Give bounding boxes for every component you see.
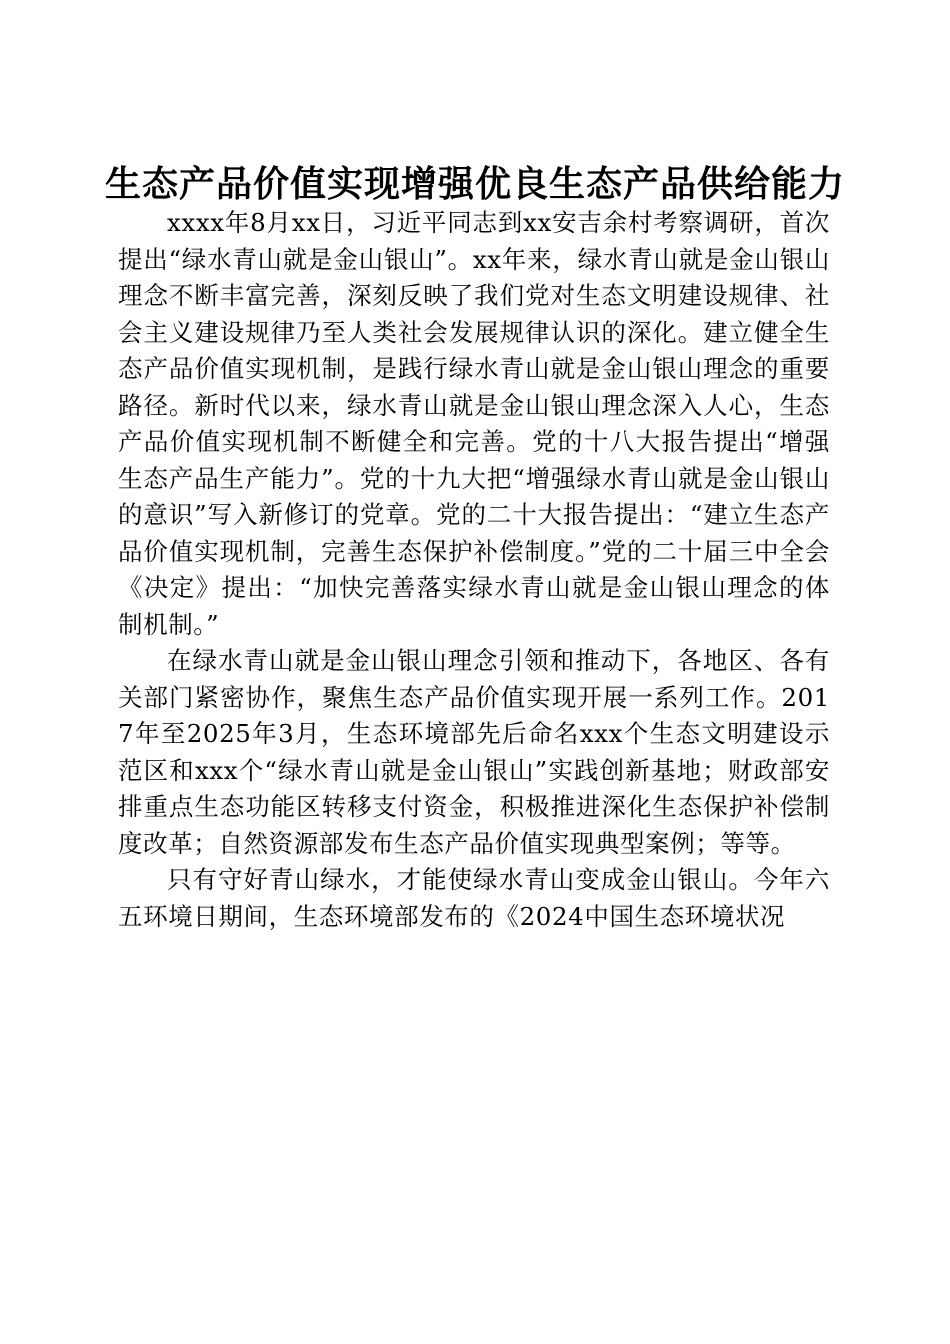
paragraph-3: 只有守好青山绿水，才能使绿水青山变成金山银山。今年六五环境日期间，生态环境部发布的《2024中国生态环境状况 [118, 865, 830, 931]
paragraph-2: 在绿水青山就是金山银山理念引领和推动下，各地区、各有关部门紧密协作，聚焦生态产品价值实现开展一系列工作。2017年至2025年3月，生态环境部先后命名xxx个生态文明建设示范区和xxx个“绿水青山就是金山银山”实践创新基地；财政部安排重点生态功能区转移支付资金，积极推进深化生态保护补偿制度改革；自然资源部发布生态产品价值实现典型案例；等等。 [118, 646, 830, 858]
paragraph-1: xxxx年8月xx日，习近平同志到xx安吉余村考察调研，首次提出“绿水青山就是金山银山”。xx年来，绿水青山就是金山银山理念不断丰富完善，深刻反映了我们党对生态文明建设规律、社会主义建设规律乃至人类社会发展规律认识的深化。建立健全生态产品价值实现机制，是践行绿水青山就是金山银山理念的重要路径。新时代以来，绿水青山就是金山银山理念深入人心，生态产品价值实现机制不断健全和完善。党的十八大报告提出“增强生态产品生产能力”。党的十九大把“增强绿水青山就是金山银山的意识”写入新修订的党章。党的二十大报告提出：“建立生态产品价值实现机制，完善生态保护补偿制度。”党的二十届三中全会《决定》提出：“加快完善落实绿水青山就是金山银山理念的体制机制。” [118, 208, 830, 639]
document-body [118, 205, 830, 935]
document-title: 生态产品价值实现增强优良生态产品供给能力 [104, 163, 845, 206]
